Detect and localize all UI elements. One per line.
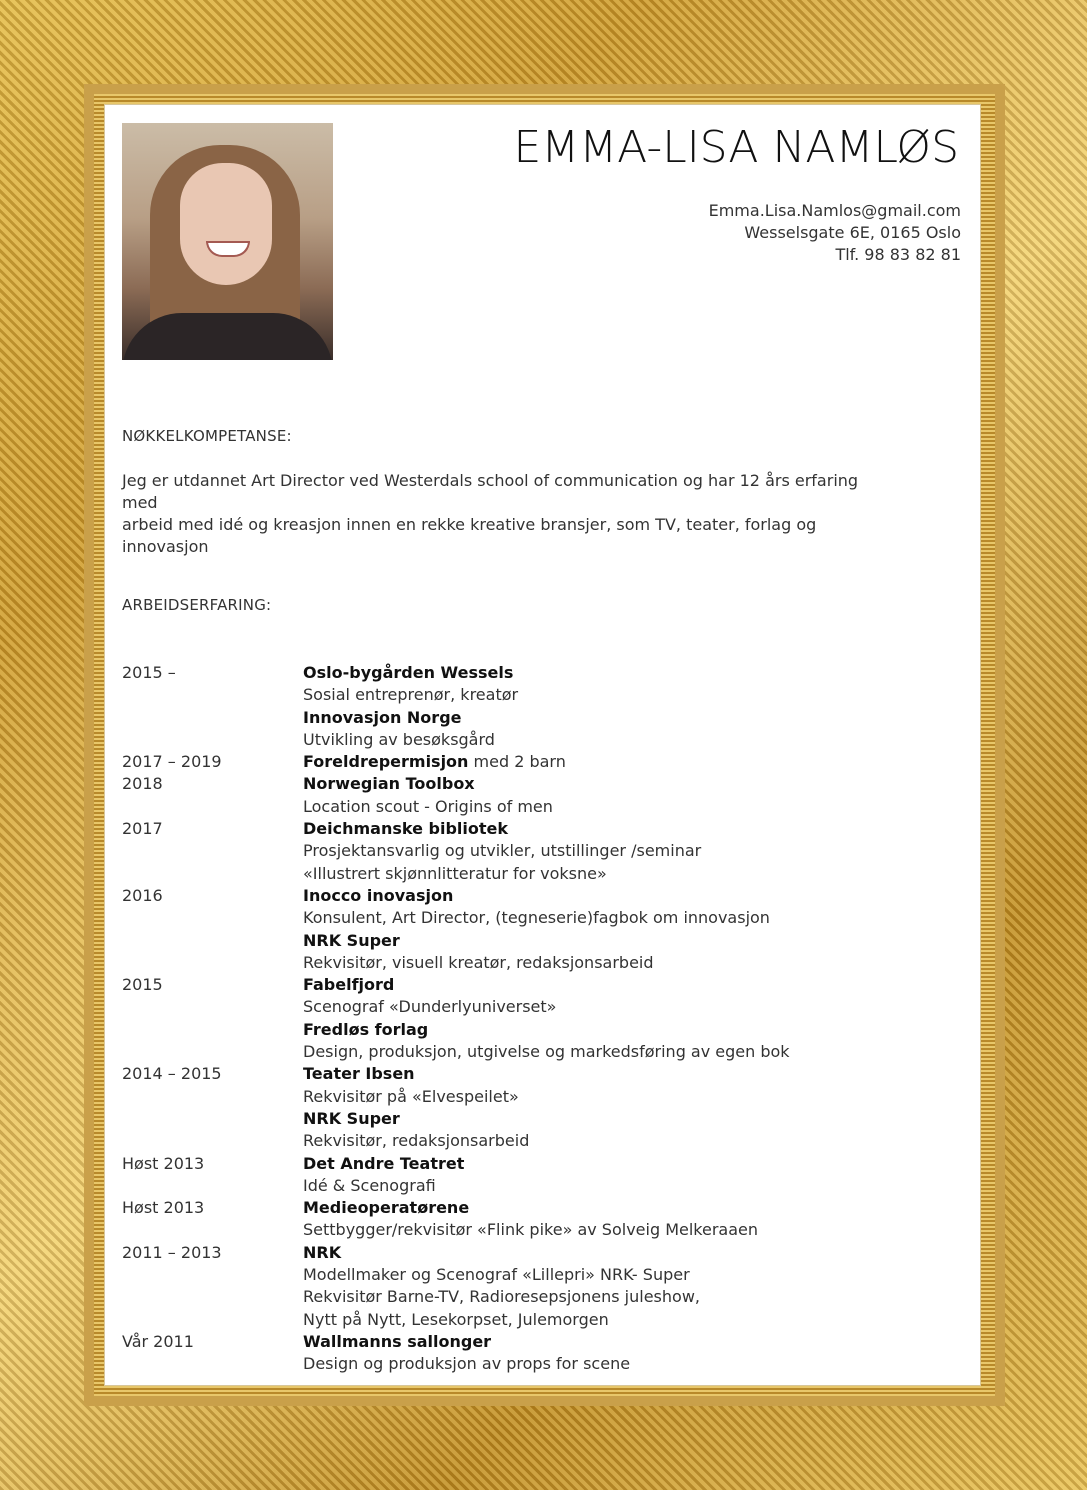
employer-name: Oslo-bygården Wessels xyxy=(303,663,514,682)
experience-entry xyxy=(303,1353,630,1375)
experience-year xyxy=(122,684,303,706)
experience-row xyxy=(122,1353,962,1375)
experience-row xyxy=(122,1019,962,1041)
role-description: med 2 barn xyxy=(468,752,566,772)
experience-row xyxy=(122,1041,962,1063)
email-address[interactable]: Emma.Lisa.Namlos@gmail.com xyxy=(708,201,961,220)
experience-year: 2011 – 2013 xyxy=(122,1242,222,1262)
experience-year: 2014 – 2015 xyxy=(122,1064,222,1084)
experience-year xyxy=(122,1309,303,1331)
employer-name: Teater Ibsen xyxy=(303,1064,415,1084)
cv-page xyxy=(104,104,981,1386)
experience-entry xyxy=(303,1219,758,1241)
employer-name: Fabelfjord xyxy=(303,975,395,995)
experience-year: Høst 2013 xyxy=(122,1198,205,1218)
experience-row xyxy=(122,773,962,795)
employer-name: NRK Super xyxy=(303,930,400,950)
role-description: Modellmaker og Scenograf «Lillepri» NRK- Super xyxy=(303,1265,690,1285)
experience-year xyxy=(122,907,303,929)
role-description: Konsulent, Art Director, (tegneserie)fagbok om innovasjon xyxy=(303,908,770,928)
role-description: Settbygger/rekvisitør «Flink pike» av Solveig Melkeraaen xyxy=(303,1220,758,1240)
experience-entry xyxy=(303,1264,690,1286)
role-description: Prosjektansvarlig og utvikler, utstillinger /seminar xyxy=(303,841,702,861)
experience-entry xyxy=(303,1108,400,1130)
experience-year xyxy=(122,1130,303,1152)
experience-row xyxy=(122,751,962,773)
experience-year: 2015 xyxy=(122,975,163,995)
experience-entry xyxy=(303,974,394,996)
experience-row xyxy=(122,818,962,840)
experience-row xyxy=(122,1331,962,1353)
experience-year xyxy=(122,707,303,729)
experience-year xyxy=(122,1019,303,1041)
experience-row xyxy=(122,796,962,818)
employer-name: Deichmanske bibliotek xyxy=(303,819,508,839)
role-description: Scenograf «Dunderlyuniverset» xyxy=(303,997,557,1017)
employer-name: Norwegian Toolbox xyxy=(303,774,475,794)
experience-row xyxy=(122,1063,962,1085)
experience-entry xyxy=(303,729,495,751)
experience-entry xyxy=(303,1153,464,1175)
experience-year: 2016 xyxy=(122,885,163,905)
phone-number: Tlf. 98 83 82 81 xyxy=(835,245,961,264)
experience-year xyxy=(122,930,303,952)
experience-entry xyxy=(303,1019,428,1041)
experience-row xyxy=(122,1130,962,1152)
summary-text xyxy=(122,470,882,558)
experience-row xyxy=(122,684,962,706)
experience-heading: ARBEIDSERFARING: xyxy=(122,596,272,614)
employer-name: Foreldrepermisjon xyxy=(303,752,469,772)
role-description: «Illustrert skjønnlitteratur for voksne» xyxy=(303,863,607,883)
role-description: Utvikling av besøksgård xyxy=(303,729,495,749)
experience-year xyxy=(122,1175,303,1197)
experience-entry xyxy=(303,684,518,706)
experience-entry xyxy=(303,840,701,862)
experience-entry xyxy=(303,1063,415,1085)
role-description: Nytt på Nytt, Lesekorpset, Julemorgen xyxy=(303,1309,609,1329)
profile-photo xyxy=(122,123,333,360)
experience-entry xyxy=(303,1309,609,1331)
experience-entry xyxy=(303,996,556,1018)
experience-entry xyxy=(303,952,654,974)
experience-entry xyxy=(303,662,513,684)
experience-entry xyxy=(303,1175,436,1197)
experience-year xyxy=(122,729,303,751)
role-description: Idé & Scenografi xyxy=(303,1175,436,1195)
experience-year xyxy=(122,863,303,885)
experience-year xyxy=(122,1041,303,1063)
experience-year xyxy=(122,840,303,862)
experience-row xyxy=(122,1286,962,1308)
experience-entry xyxy=(303,1286,700,1308)
experience-entry xyxy=(303,863,607,885)
experience-year xyxy=(122,796,303,818)
role-description: Rekvisitør, redaksjonsarbeid xyxy=(303,1131,530,1151)
experience-row xyxy=(122,1197,962,1219)
role-description: Rekvisitør Barne-TV, Radioresepsjonens juleshow, xyxy=(303,1287,700,1307)
experience-entry xyxy=(303,818,508,840)
experience-year: Høst 2013 xyxy=(122,1153,205,1173)
experience-row xyxy=(122,840,962,862)
role-description: Location scout - Origins of men xyxy=(303,796,553,816)
experience-year xyxy=(122,952,303,974)
employer-name: Det Andre Teatret xyxy=(303,1153,465,1173)
experience-row xyxy=(122,1108,962,1130)
experience-entry xyxy=(303,907,770,929)
role-description: Design, produksjon, utgivelse og markedsføring av egen bok xyxy=(303,1042,790,1062)
employer-name: Fredløs forlag xyxy=(303,1019,429,1039)
summary-line: arbeid med idé og kreasjon innen en rekke kreative bransjer, som TV, teater, forlag og innovasjon xyxy=(122,515,817,556)
experience-row xyxy=(122,907,962,929)
experience-year xyxy=(122,1264,303,1286)
experience-entry xyxy=(303,1086,519,1108)
experience-row xyxy=(122,1264,962,1286)
experience-row xyxy=(122,863,962,885)
employer-name: NRK Super xyxy=(303,1108,400,1128)
experience-row xyxy=(122,1086,962,1108)
employer-name: Inocco inovasjon xyxy=(303,885,454,905)
experience-entry xyxy=(303,1331,491,1353)
summary-line: Jeg er utdannet Art Director ved Westerdals school of communication og har 12 års erfaring med xyxy=(122,471,859,512)
experience-entry xyxy=(303,1197,469,1219)
summary-heading: NØKKELKOMPETANSE: xyxy=(122,427,292,445)
candidate-name: EMMA-LISA NAMLØS xyxy=(513,122,959,173)
experience-row xyxy=(122,996,962,1018)
experience-year: 2018 xyxy=(122,774,163,794)
experience-row xyxy=(122,974,962,996)
experience-year: Vår 2011 xyxy=(122,1331,194,1351)
contact-block xyxy=(709,200,961,266)
experience-list xyxy=(122,662,962,1376)
experience-entry xyxy=(303,751,566,773)
experience-row xyxy=(122,885,962,907)
role-description: Sosial entreprenør, kreatør xyxy=(303,685,519,705)
experience-year xyxy=(122,1219,303,1241)
experience-row xyxy=(122,707,962,729)
experience-row xyxy=(122,1219,962,1241)
experience-entry xyxy=(303,773,475,795)
experience-entry xyxy=(303,796,553,818)
experience-row xyxy=(122,1175,962,1197)
role-description: Rekvisitør, visuell kreatør, redaksjonsarbeid xyxy=(303,952,654,972)
experience-year: 2017 xyxy=(122,819,163,839)
employer-name: NRK xyxy=(303,1242,342,1262)
experience-row xyxy=(122,1309,962,1331)
experience-entry xyxy=(303,707,462,729)
experience-entry xyxy=(303,1242,341,1264)
experience-year xyxy=(122,996,303,1018)
role-description: Design og produksjon av props for scene xyxy=(303,1354,631,1374)
experience-row xyxy=(122,1153,962,1175)
experience-entry xyxy=(303,1041,790,1063)
experience-row xyxy=(122,930,962,952)
experience-year: 2017 – 2019 xyxy=(122,752,222,772)
experience-year xyxy=(122,1108,303,1130)
postal-address: Wesselsgate 6E, 0165 Oslo xyxy=(744,223,961,242)
experience-year xyxy=(122,1086,303,1108)
employer-name: Wallmanns sallonger xyxy=(303,1331,492,1351)
experience-row xyxy=(122,729,962,751)
experience-year xyxy=(122,1286,303,1308)
experience-row xyxy=(122,662,962,684)
experience-entry xyxy=(303,1130,529,1152)
employer-name: Medieoperatørene xyxy=(303,1198,470,1218)
employer-name: Innovasjon Norge xyxy=(303,707,462,727)
experience-row xyxy=(122,1242,962,1264)
experience-entry xyxy=(303,885,453,907)
experience-row xyxy=(122,952,962,974)
experience-year xyxy=(122,1353,303,1375)
experience-entry xyxy=(303,930,400,952)
experience-year: 2015 – xyxy=(122,663,176,682)
role-description: Rekvisitør på «Elvespeilet» xyxy=(303,1086,519,1106)
